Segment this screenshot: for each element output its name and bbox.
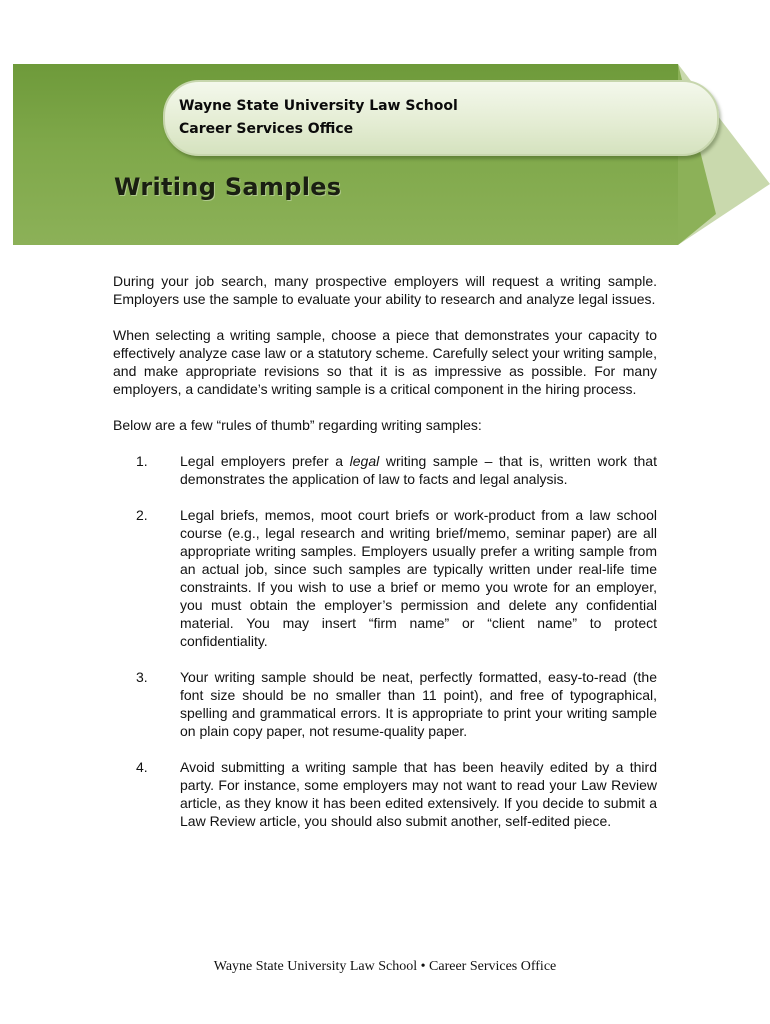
list-number: 1. (136, 453, 148, 469)
header-org-pill (163, 80, 719, 156)
rule-text-end: writing sample – that is, written work that demonstrates the application of law to facts and legal analysis. (180, 453, 657, 487)
rules-intro: Below are a few “rules of thumb” regarding writing samples: (113, 417, 482, 433)
list-number: 2. (136, 507, 148, 523)
page-footer: Wayne State University Law School • Career Services Office (213, 959, 557, 974)
list-number: 3. (136, 669, 148, 685)
intro-paragraph: During your job search, many prospective employers will request a writing sample. Employers use the sample to evaluate your ability to research and analyze legal issues. (113, 273, 657, 307)
rule-text: Legal briefs, memos, moot court briefs or work-product from a law school course (e.g., legal research and writing brief/memo, seminar paper) are all appropriate writing samples. Employers usually prefer a writing sample from an actual job, since such samples are typically written under real-life time constraints. If you wish to use a brief or memo you wrote for an employer, you must obtain the employer’s permission and delete any confidential material. You may insert “firm name” or “client name” to protect confidentiality. (180, 507, 657, 649)
list-item (113, 668, 657, 740)
list-item (113, 452, 657, 488)
rule-text: Your writing sample should be neat, perfectly formatted, easy-to-read (the font size should be no smaller than 11 point), and free of typographical, spelling and grammatical errors. It is appropriate to print your writing sample on plain copy paper, not resume-quality paper. (180, 669, 657, 739)
list-item (113, 758, 657, 830)
org-name: Wayne State University Law School (179, 98, 458, 114)
list-item (113, 506, 657, 650)
list-number: 4. (136, 759, 148, 775)
selecting-paragraph: When selecting a writing sample, choose a piece that demonstrates your capacity to effectively analyze case law or a statutory scheme. Carefully select your writing sample, and make appropriate revisions so that it is as impressive as possible. For many employers, a candidate’s writing sample is a critical component in the hiring process. (113, 327, 657, 397)
rule-text-start: Legal employers prefer a (180, 453, 350, 469)
office-name: Career Services Office (179, 121, 354, 137)
rules-list (113, 452, 657, 830)
document-body (113, 272, 657, 848)
rule-emphasis: legal (349, 453, 380, 469)
page-title: Writing Samples (114, 173, 342, 201)
rule-text: Avoid submitting a writing sample that has been heavily edited by a third party. For instance, some employers may not want to read your Law Review article, as they know it has been edited extensively. If you decide to submit a Law Review article, you should also submit another, self-edited piece. (180, 759, 657, 829)
